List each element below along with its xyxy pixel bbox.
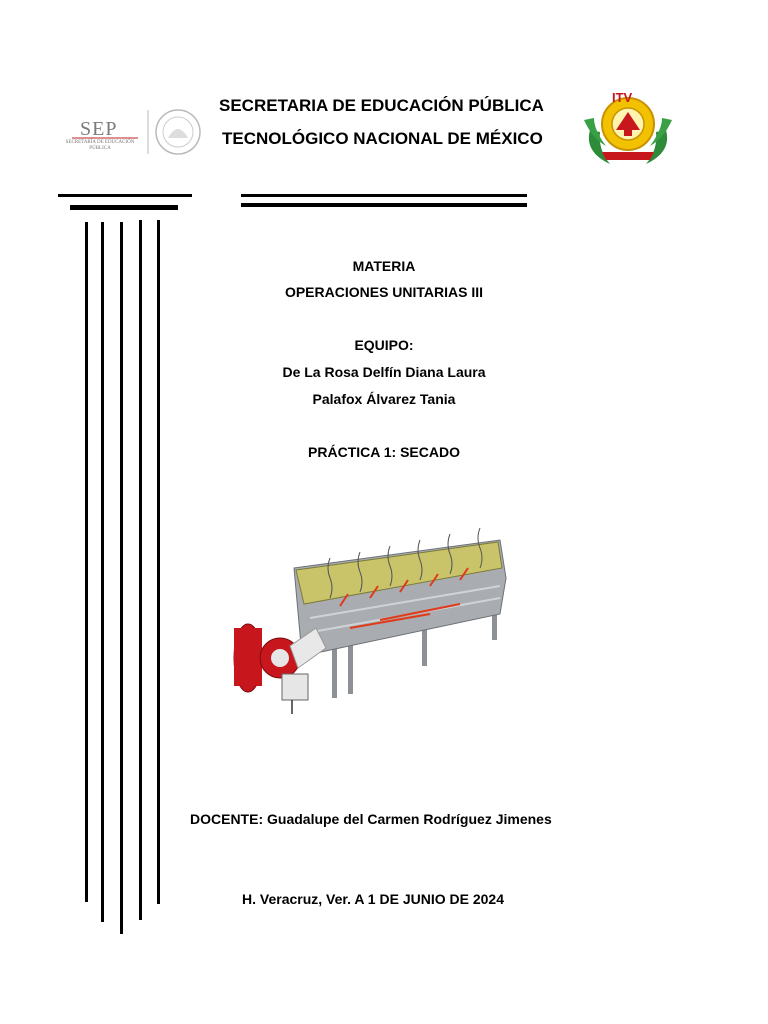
right-rule-top (241, 194, 527, 197)
vertical-rule-1 (85, 222, 88, 902)
equipo-label: EQUIPO: (354, 337, 414, 353)
right-rule-bottom (241, 203, 527, 207)
sep-logo-text: SEP (80, 118, 118, 140)
materia-label: MATERIA (352, 258, 416, 274)
sep-logo (50, 102, 204, 162)
left-rule-bottom (70, 205, 178, 210)
tray-dryer-illustration (230, 528, 522, 718)
sep-logo-subtitle: SECRETARÍA DE EDUCACIÓN PÚBLICA (65, 140, 135, 151)
practica-title: PRÁCTICA 1: SECADO (308, 444, 460, 460)
itv-emblem-text: ITV (612, 90, 633, 105)
itv-emblem (580, 90, 676, 168)
materia-name: OPERACIONES UNITARIAS III (284, 284, 484, 300)
docente-line: DOCENTE: Guadalupe del Carmen Rodríguez Jimenes (190, 811, 552, 827)
place-date: H. Veracruz, Ver. A 1 DE JUNIO DE 2024 (242, 891, 504, 907)
vertical-rule-5 (157, 220, 160, 904)
header-sep-title: SECRETARIA DE EDUCACIÓN PÚBLICA (219, 96, 544, 115)
vertical-rule-4 (139, 220, 142, 920)
header-tecnm-title: TECNOLÓGICO NACIONAL DE MÉXICO (222, 129, 543, 148)
vertical-rule-2 (101, 222, 104, 922)
equipo-member-2: Palafox Álvarez Tania (312, 391, 456, 407)
vertical-rule-3 (120, 222, 123, 934)
left-rule-top (58, 194, 192, 197)
equipo-member-1: De La Rosa Delfín Diana Laura (282, 364, 486, 380)
